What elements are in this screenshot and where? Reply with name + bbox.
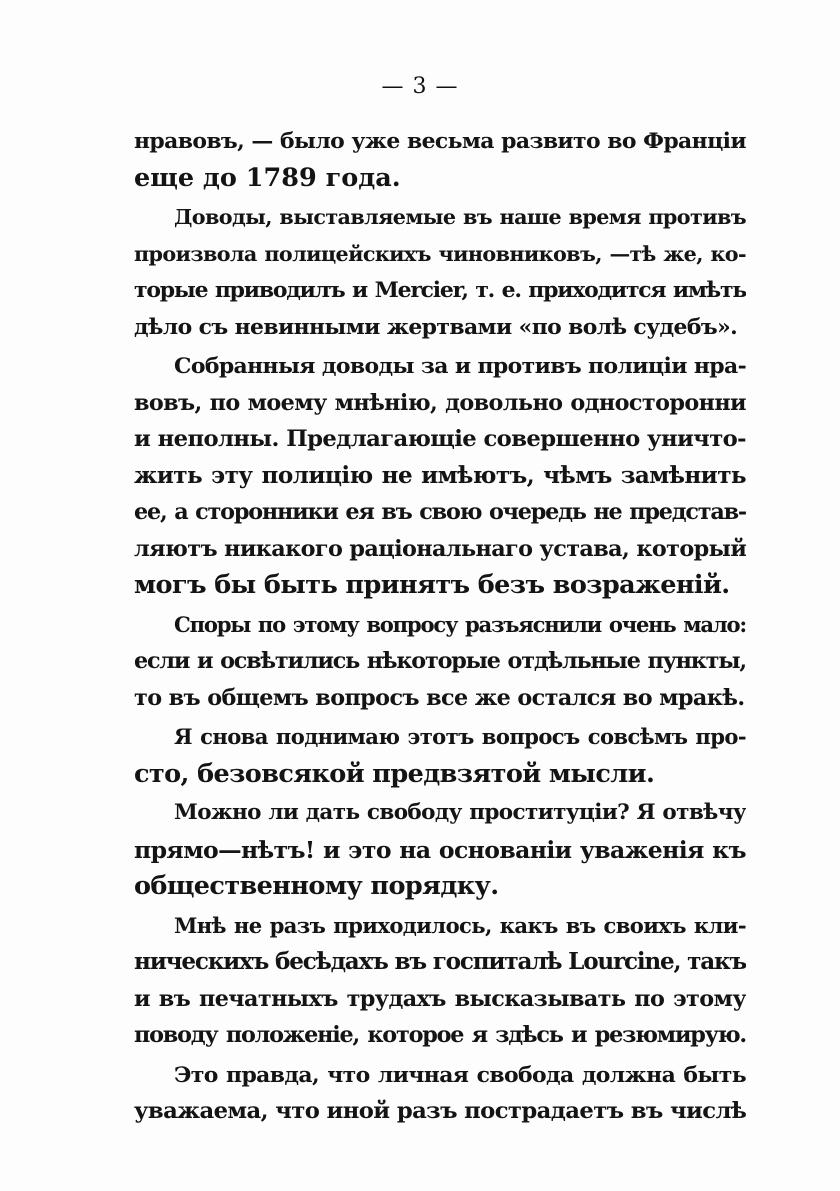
page-number: — 3 — — [381, 74, 459, 99]
paragraph — [134, 607, 746, 717]
text-line: общественному порядку. — [134, 871, 499, 901]
text-line: и неполны. Предлагающіе совершенно уничто- — [134, 426, 746, 452]
text-line: поводу положеніе, которое я здѣсь и резюмирую. — [134, 1022, 746, 1048]
text-line: Это правда, что личная свобода должна быть — [174, 1061, 746, 1088]
paragraph — [134, 348, 746, 604]
text-line: Споры по этому вопросу разъяснили очень мало: — [174, 611, 746, 637]
paragraph — [134, 908, 746, 1054]
text-line: уважаема, что иной разъ пострадаетъ въ числѣ — [134, 1098, 746, 1124]
text-line: торые приводилъ и Mercier, т. е. приходится имѣть — [134, 277, 746, 303]
text-line: ническихъ бесѣдахъ въ госпиталѣ Lourcine, такъ — [134, 948, 746, 975]
text-line: Можно ли дать свободу проституціи? Я отвѣчу — [174, 800, 746, 825]
text-line: вовъ, по моему мнѣнію, довольно односторонни — [134, 389, 746, 416]
text-line: Доводы, выставляемые въ наше время противъ — [174, 205, 746, 229]
text-line: еще до 1789 года. — [134, 162, 401, 193]
text-line: то въ общемъ вопросъ все же остался во мракѣ. — [134, 684, 745, 711]
text-line: ее, а сторонники ея въ свою очередь не представ- — [134, 499, 746, 525]
paragraph — [134, 1057, 746, 1130]
body-text — [134, 123, 746, 1130]
paragraph — [134, 199, 746, 345]
text-line: жить эту полицію не имѣютъ, чѣмъ замѣнить — [134, 461, 746, 489]
text-line: Мнѣ не разъ приходилось, какъ въ своихъ кли- — [174, 912, 746, 938]
text-line: Я снова поднимаю этотъ вопросъ совсѣмъ про- — [174, 724, 746, 749]
text-line: если и освѣтились нѣкоторые отдѣльные пункты, — [134, 648, 746, 674]
text-line: дѣло съ невинными жертвами «по волѣ судебъ». — [134, 313, 738, 340]
text-line: произвола полицейскихъ чиновниковъ, —тѣ же, ко- — [134, 241, 746, 266]
text-line: Собранныя доводы за и противъ полиціи нра- — [174, 353, 746, 379]
text-line: сто, безовсякой предвзятой мысли. — [134, 758, 655, 789]
text-line: нравовъ, — было уже весьма развито во Франціи — [134, 128, 746, 154]
text-line: и въ печатныхъ трудахъ высказывать по этому — [134, 985, 746, 1012]
paragraph — [134, 795, 746, 905]
text-line: ляютъ никакого раціональнаго устава, который — [134, 535, 746, 562]
text-line: могъ бы быть принятъ безъ возраженій. — [134, 570, 730, 600]
paragraph — [134, 123, 746, 196]
paragraph — [134, 719, 746, 792]
text-line: прямо—нѣтъ! и это на основаніи уваженія къ — [134, 835, 746, 864]
